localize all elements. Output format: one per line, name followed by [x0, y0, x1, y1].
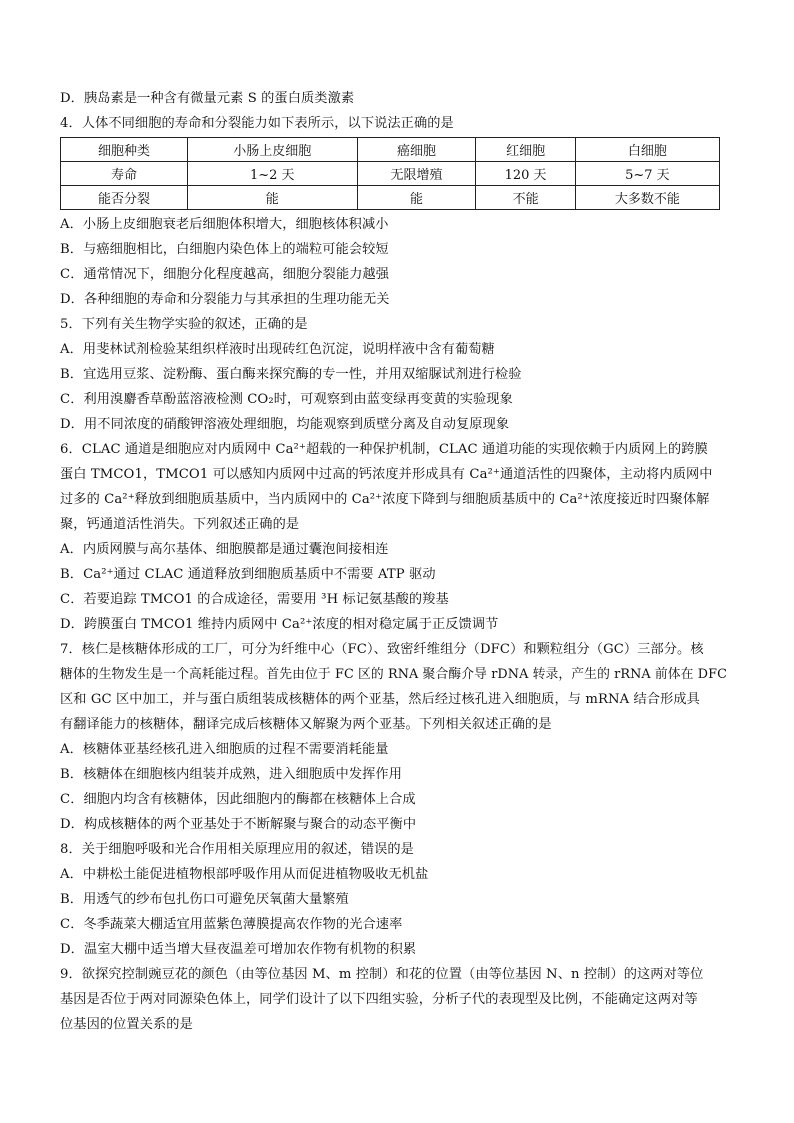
question-body — [60, 212, 736, 1037]
option-line: B．与癌细胞相比，白细胞内染色体上的端粒可能会较短 — [60, 242, 389, 257]
option-line: D．用不同浓度的硝酸钾溶液处理细胞，均能观察到质壁分离及自动复原现象 — [60, 417, 510, 432]
option-line: B．用透气的纱布包扎伤口可避免厌氧菌大量繁殖 — [60, 892, 349, 907]
question-stem: 过多的 Ca²⁺释放到细胞质基质中，当内质网中的 Ca²⁺浓度下降到与细胞质基质中的 Ca²⁺浓度接近时四聚体解 — [60, 492, 710, 507]
question-stem: 8．关于细胞呼吸和光合作用相关原理应用的叙述，错误的是 — [60, 842, 414, 857]
table-cell: 寿命 — [61, 162, 188, 186]
table-cell: 大多数不能 — [575, 186, 719, 210]
table-cell: 癌细胞 — [357, 138, 476, 162]
option-line: A．用斐林试剂检验某组织样液时出现砖红色沉淀，说明样液中含有葡萄糖 — [60, 342, 495, 357]
table-cell: 120 天 — [476, 162, 575, 186]
option-line: D．构成核糖体的两个亚基处于不断解聚与聚合的动态平衡中 — [60, 817, 417, 832]
option-line: D．胰岛素是一种含有微量元素 S 的蛋白质类激素 — [60, 91, 355, 106]
option-line: C．细胞内均含有核糖体，因此细胞内的酶都在核糖体上合成 — [60, 792, 416, 807]
option-line: A．小肠上皮细胞衰老后细胞体积增大，细胞核体积减小 — [60, 217, 389, 232]
table-row — [61, 138, 720, 162]
option-line: B．Ca²⁺通过 CLAC 通道释放到细胞质基质中不需要 ATP 驱动 — [60, 567, 436, 582]
option-line: D．跨膜蛋白 TMCO1 维持内质网中 Ca²⁺浓度的相对稳定属于正反馈调节 — [60, 617, 499, 632]
option-line: C．利用溴麝香草酚蓝溶液检测 CO₂时，可观察到由蓝变绿再变黄的实验现象 — [60, 392, 513, 407]
table-cell: 能否分裂 — [61, 186, 188, 210]
option-line: B．核糖体在细胞核内组装并成熟，进入细胞质中发挥作用 — [60, 767, 402, 782]
question-stem: 5．下列有关生物学实验的叙述，正确的是 — [60, 317, 308, 332]
question-stem: 7．核仁是核糖体形成的工厂，可分为纤维中心（FC）、致密纤维组分（DFC）和颗粒组分（GC）三部分。核 — [60, 642, 704, 657]
table-cell: 能 — [357, 186, 476, 210]
question-stem: 蛋白 TMCO1，TMCO1 可以感知内质网中过高的钙浓度并形成具有 Ca²⁺通道活性的四聚体，主动将内质网中 — [60, 467, 713, 482]
question-stem: 聚，钙通道活性消失。下列叙述正确的是 — [60, 517, 300, 532]
table-cell: 无限增殖 — [357, 162, 476, 186]
table-row — [61, 162, 720, 186]
option-line: A．核糖体亚基经核孔进入细胞质的过程不需要消耗能量 — [60, 742, 389, 757]
table-cell: 小肠上皮细胞 — [188, 138, 358, 162]
question-stem: 区和 GC 区中加工，并与蛋白质组装成核糖体的两个亚基，然后经过核孔进入细胞质，与 mRNA 结合形成具 — [60, 692, 700, 707]
question-stem: 糖体的生物发生是一个高耗能过程。首先由位于 FC 区的 RNA 聚合酶介导 rDNA 转录，产生的 rRNA 前体在 DFC — [60, 667, 727, 682]
table-cell: 5~7 天 — [575, 162, 719, 186]
exam-page — [60, 86, 736, 1037]
question-stem: 6．CLAC 通道是细胞应对内质网中 Ca²⁺超载的一种保护机制，CLAC 通道功能的实现依赖于内质网上的跨膜 — [60, 442, 708, 457]
table-row — [61, 186, 720, 210]
option-line: C．若要追踪 TMCO1 的合成途径，需要用 ³H 标记氨基酸的羧基 — [60, 592, 449, 607]
option-line: A．中耕松土能促进植物根部呼吸作用从而促进植物吸收无机盐 — [60, 867, 429, 882]
table-cell: 1~2 天 — [188, 162, 358, 186]
option-line: C．通常情况下，细胞分化程度越高，细胞分裂能力越强 — [60, 267, 390, 282]
cell-lifespan-table — [60, 137, 720, 210]
option-line: D．温室大棚中适当增大昼夜温差可增加农作物有机物的积累 — [60, 942, 417, 957]
table-cell: 不能 — [476, 186, 575, 210]
question-stem: 位基因的位置关系的是 — [60, 1017, 193, 1032]
question-stem: 基因是否位于两对同源染色体上，同学们设计了以下四组实验，分析子代的表现型及比例，不能确定这两对等 — [60, 992, 698, 1007]
option-line: C．冬季蔬菜大棚适宜用蓝紫色薄膜提高农作物的光合速率 — [60, 917, 403, 932]
table-cell: 能 — [188, 186, 358, 210]
question-stem: 4．人体不同细胞的寿命和分裂能力如下表所示，以下说法正确的是 — [60, 116, 454, 131]
option-line: D．各种细胞的寿命和分裂能力与其承担的生理功能无关 — [60, 292, 390, 307]
table-cell: 白细胞 — [575, 138, 719, 162]
table-cell: 细胞种类 — [61, 138, 188, 162]
table-cell: 红细胞 — [476, 138, 575, 162]
option-line: A．内质网膜与高尔基体、细胞膜都是通过囊泡间接相连 — [60, 542, 389, 557]
question-stem: 9．欲探究控制豌豆花的颜色（由等位基因 M、m 控制）和花的位置（由等位基因 N、n 控制）的这两对等位 — [60, 967, 704, 982]
option-line: B．宜选用豆浆、淀粉酶、蛋白酶来探究酶的专一性，并用双缩脲试剂进行检验 — [60, 367, 522, 382]
question-stem: 有翻译能力的核糖体，翻译完成后核糖体又解聚为两个亚基。下列相关叙述正确的是 — [60, 717, 552, 732]
